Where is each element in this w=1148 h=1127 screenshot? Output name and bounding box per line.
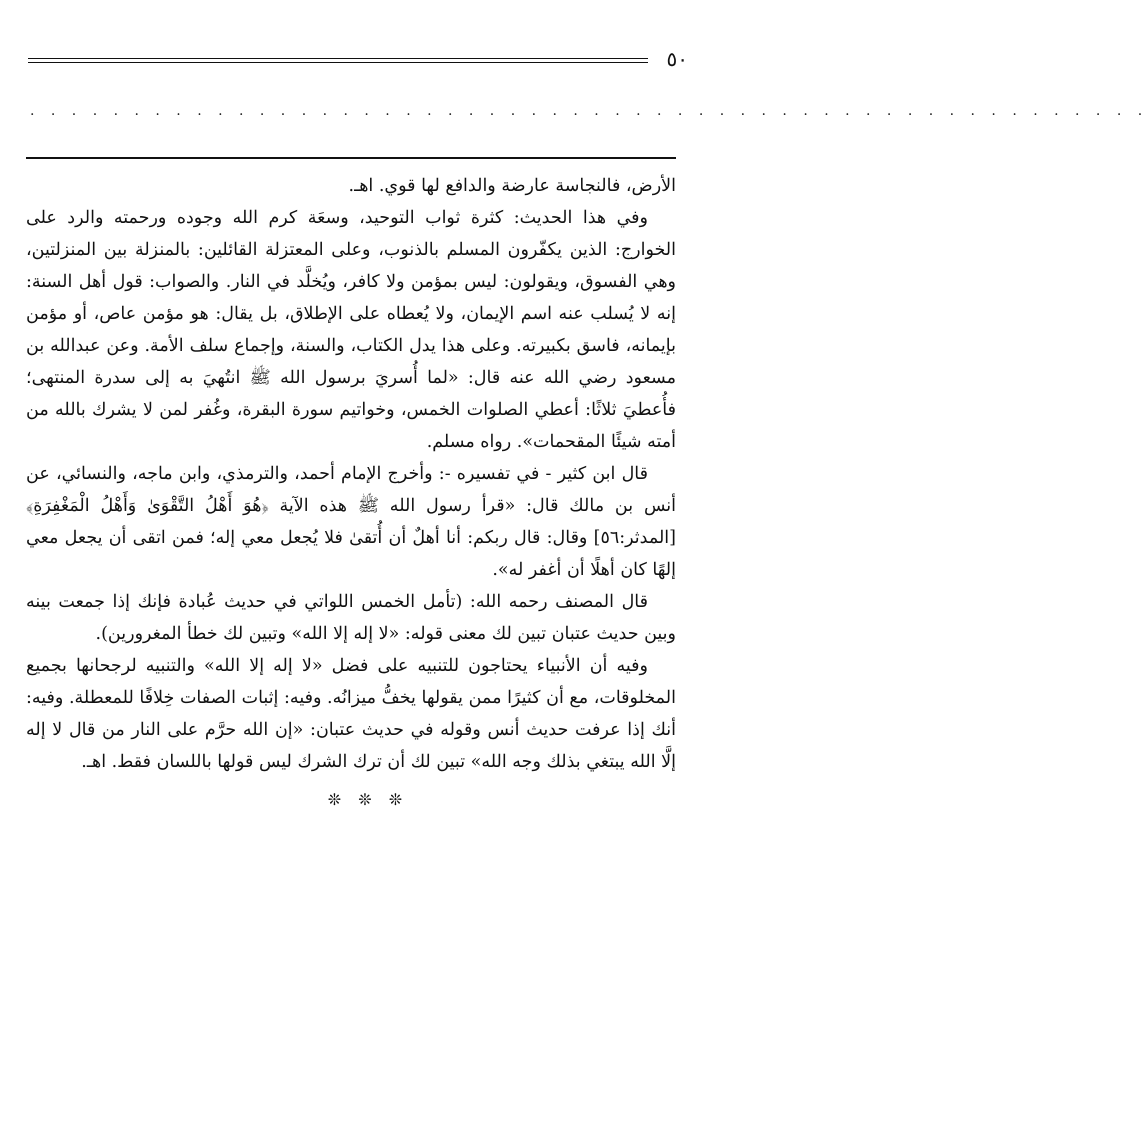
section-rule: [26, 157, 676, 159]
paragraph: وفي هذا الحديث: كثرة ثواب التوحيد، وسعَة كرم الله وجوده ورحمته والرد على الخوارج: الذين يكفّرون المسلم بالذنوب، وعلى المعتزلة القائلين: بالمنزلة بين المنزلتين، وهي الفسوق، ويقولون: ليس بمؤمن ولا كافر، ويُخلَّد في النار. والصواب: قول أهل السنة: إنه لا يُسلب عنه اسم الإيمان، ولا يُعطاه على الإطلاق، بل يقال: هو مؤمن عاص، أو مؤمن بإيمانه، فاسق بكبيرته. وعلى هذا يدل الكتاب، والسنة، وإجماع سلف الأمة. وعن عبدالله بن مسعود رضي الله عنه قال: «لما أُسريَ برسول الله ﷺ انتُهيَ به إلى سدرة المنتهى؛ فأُعطيَ ثلاثًا: أعطي الصلوات الخمس، وخواتيم سورة البقرة، وغُفر لمن لا يشرك بالله من أمته شيئًا المقحمات». رواه مسلم.: [26, 208, 676, 452]
paragraph: الأرض، فالنجاسة عارضة والدافع لها قوي. اهـ.: [348, 176, 676, 196]
closing-ornament: ❊ ❊ ❊: [327, 790, 409, 809]
dotted-separator: . . . . . . . . . . . . . . . . . . . . . . . . . . . . . . . . . . . . . . . . . . . . . . . . . . . . . .: [30, 103, 1148, 119]
paragraph: قال المصنف رحمه الله: (تأمل الخمس اللواتي في حديث عُبادة فإنك إذا جمعت بينه وبين حديث عتبان تبين لك معنى قوله: «لا إله إلا الله» وتبين لك خطأ المغرورين).: [26, 592, 676, 644]
page-header: [28, 48, 688, 72]
page-number: ٥٠: [666, 47, 688, 71]
paragraph: قال ابن كثير - في تفسيره -: وأخرج الإمام أحمد، والترمذي، وابن ماجه، والنسائي، عن أنس بن مالك قال: «قرأ رسول الله ﷺ هذه الآية ﴿هُوَ أَهْلُ التَّقْوَىٰ وَأَهْلُ الْمَغْفِرَةِ﴾ [المدثر:٥٦] وقال: قال ربكم: أنا أهلٌ أن أُتقىٰ فلا يُجعل معي إله؛ فمن اتقى أن يجعل معي إلهًا كان أهلًا أن أغفر له».: [26, 464, 676, 580]
main-text: [26, 170, 676, 778]
paragraph: وفيه أن الأنبياء يحتاجون للتنبيه على فضل «لا إله إلا الله» والتنبيه لرجحانها بجميع المخلوقات، مع أن كثيرًا ممن يقولها يخفُّ ميزانُه. وفيه: إثبات الصفات خِلافًا للمعطلة. وفيه: أنك إذا عرفت حديث أنس وقوله في حديث عتبان: «إن الله حرَّم على النار من قال لا إله إلَّا الله يبتغي بذلك وجه الله» تبين لك أن ترك الشرك ليس قولها باللسان فقط. اهـ.: [26, 656, 676, 772]
header-double-rule: [28, 58, 648, 63]
